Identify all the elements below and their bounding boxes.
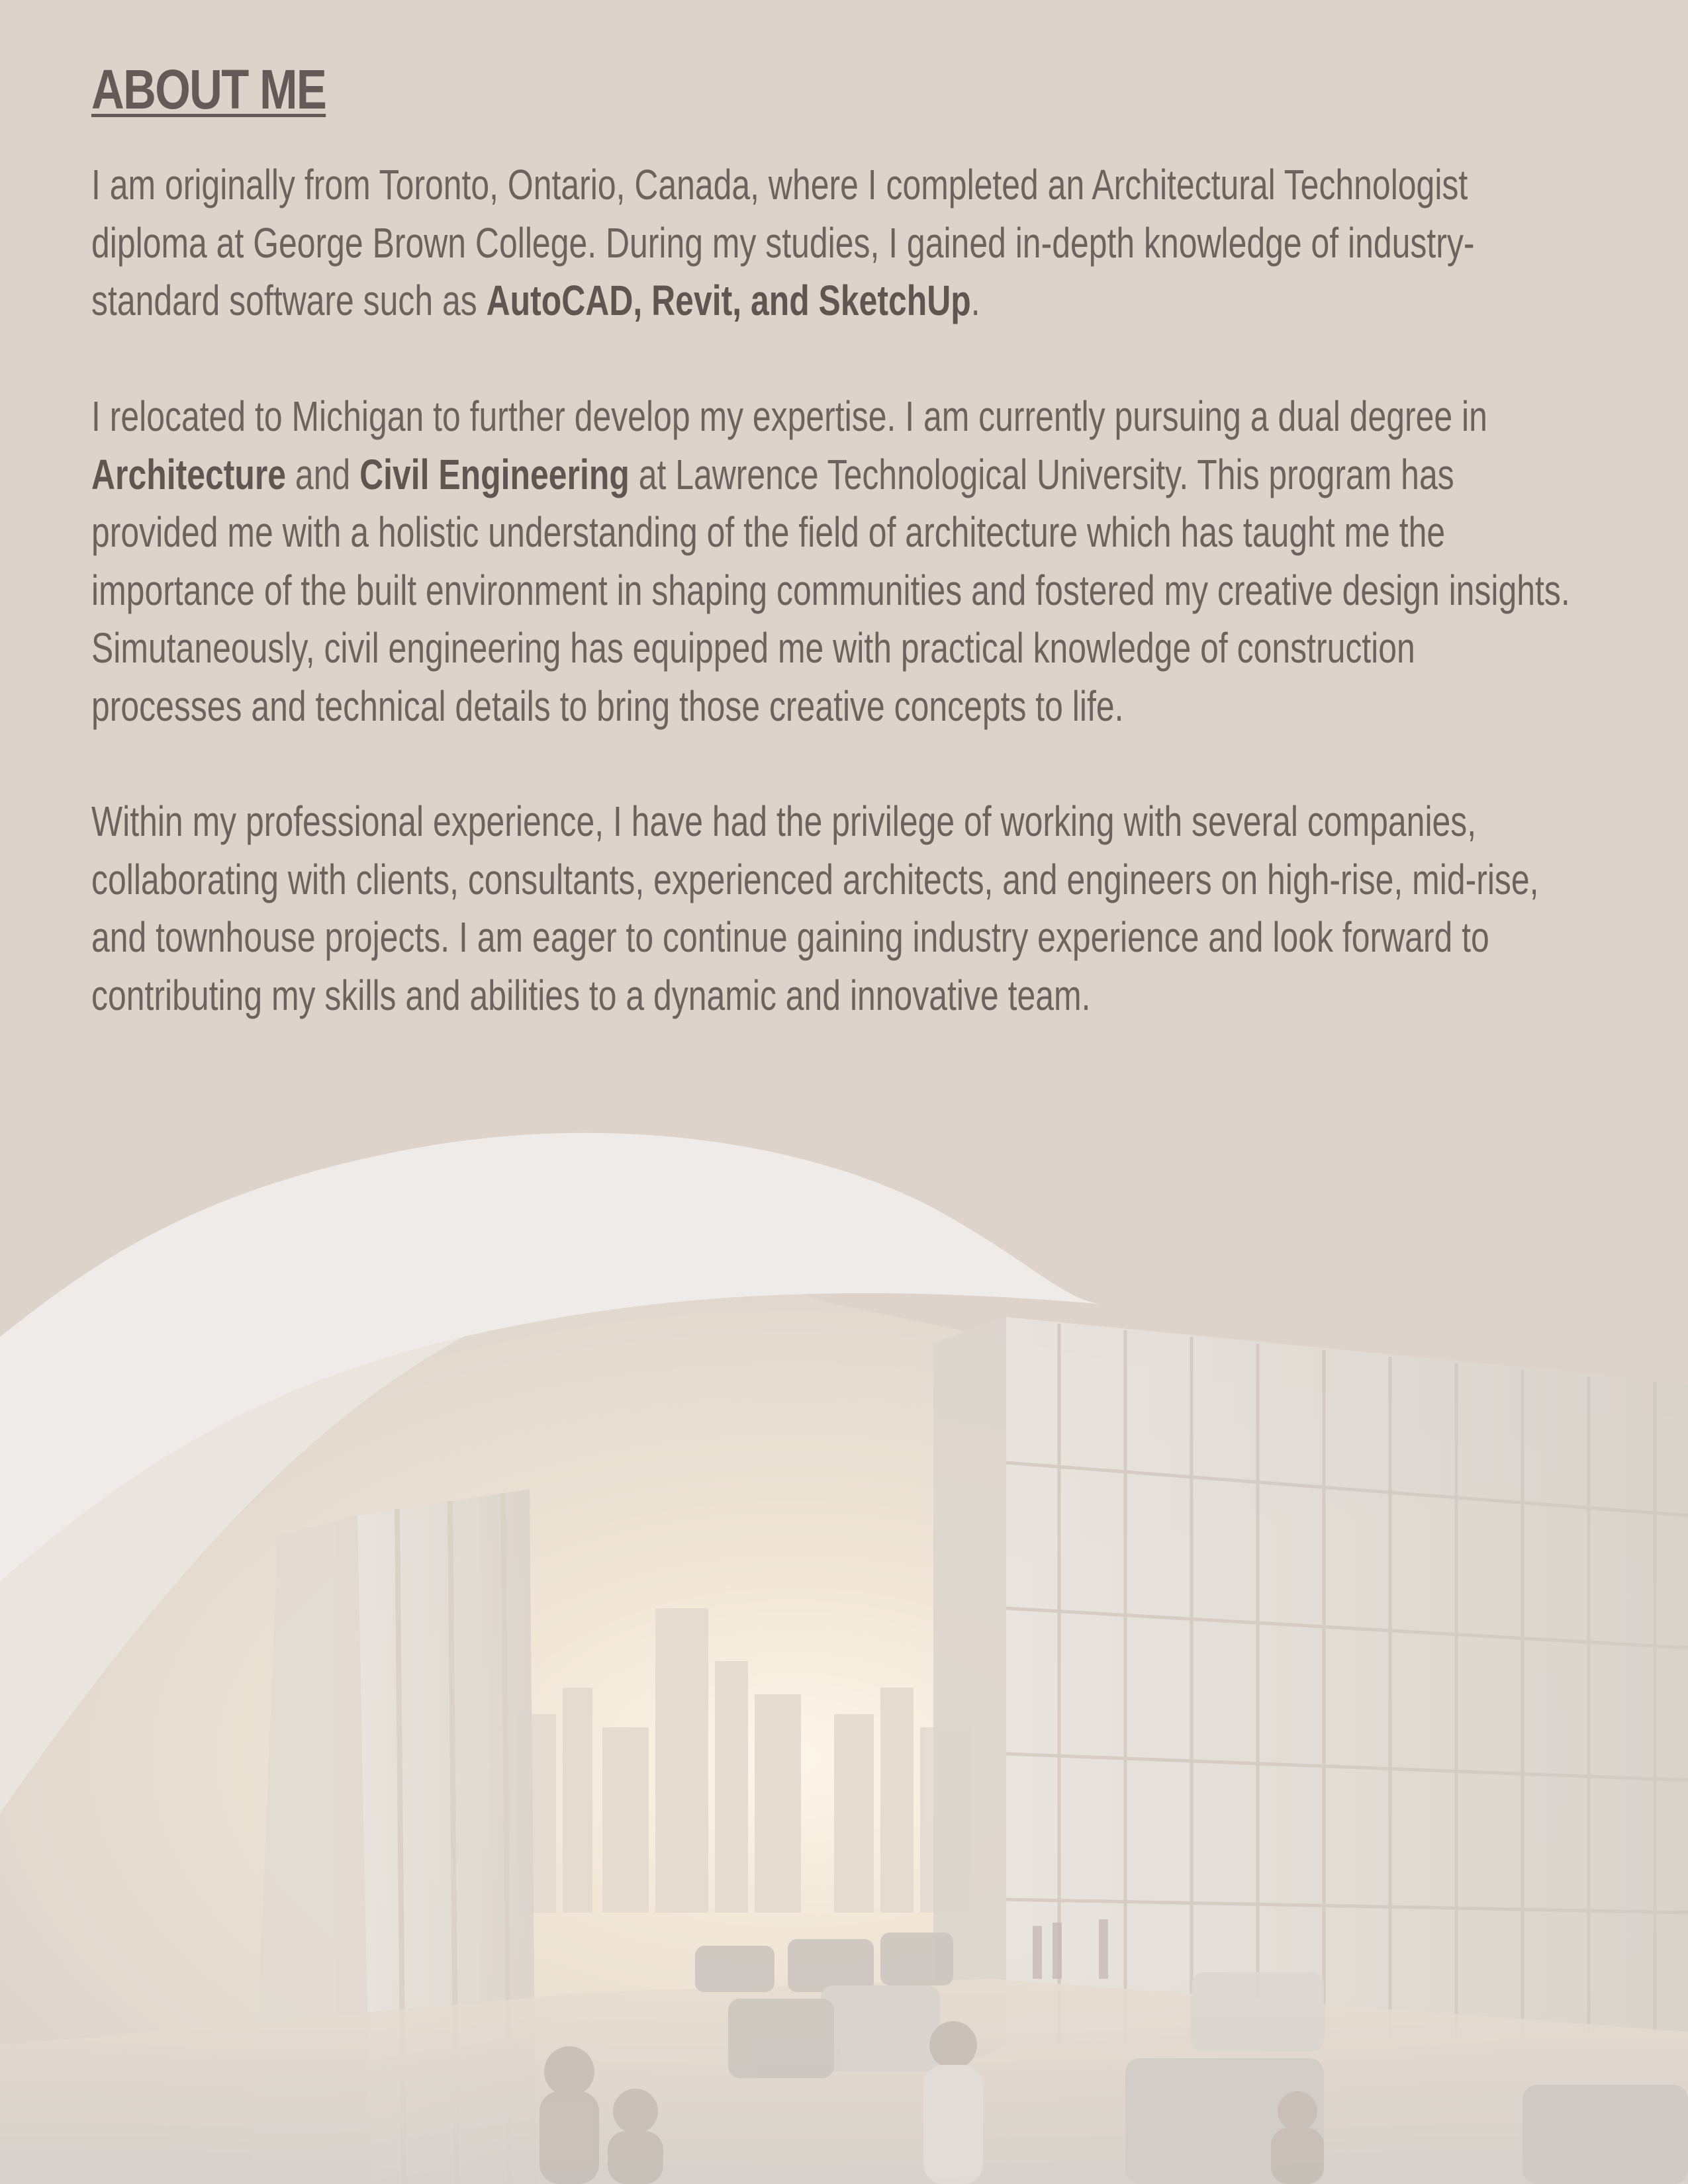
paragraph-text: I am originally from Toronto, Ontario, Canada, where I completed an Architectural Technologist diploma at George Brown College. During my studies, I gained in-depth knowledge of industry-standard software such as xyxy=(91,161,1475,324)
degree-architecture: Architecture xyxy=(91,450,287,498)
about-me-section xyxy=(91,53,1574,1019)
degree-civil-engineering: Civil Engineering xyxy=(359,450,630,498)
software-list: AutoCAD, Revit, and SketchUp xyxy=(486,277,971,324)
city-street-background-image xyxy=(0,1118,1688,2184)
paragraph-experience: Within my professional experience, I have had the privilege of working with several companies, collaborating with clients, consultants, experienced architects, and engineers on high-rise, mid-rise, and townhouse projects. I am eager to continue gaining industry experience and look forward to contributing my skills and abilities to a dynamic and innovative team. xyxy=(91,797,1539,1019)
paragraph-text: I relocated to Michigan to further develop my expertise. I am currently pursuing a dual degree in xyxy=(91,392,1487,440)
paragraph-degree xyxy=(91,388,1573,735)
paragraph-text: . xyxy=(970,277,980,324)
paragraph-text: and xyxy=(286,450,360,498)
right-glass-tower xyxy=(933,1317,1688,2078)
paragraph-text: at Lawrence Technological University. This program has provided me with a holistic understanding of the field of architecture which has taught me the importance of the built environment in shaping communities and fostered my creative design insights. Simutaneously, civil engineering has equipped me with practical knowledge of construction processes and technical details to bring those creative concepts to life. xyxy=(91,450,1570,730)
section-heading: ABOUT ME xyxy=(91,58,326,120)
paragraph-education xyxy=(91,156,1573,330)
